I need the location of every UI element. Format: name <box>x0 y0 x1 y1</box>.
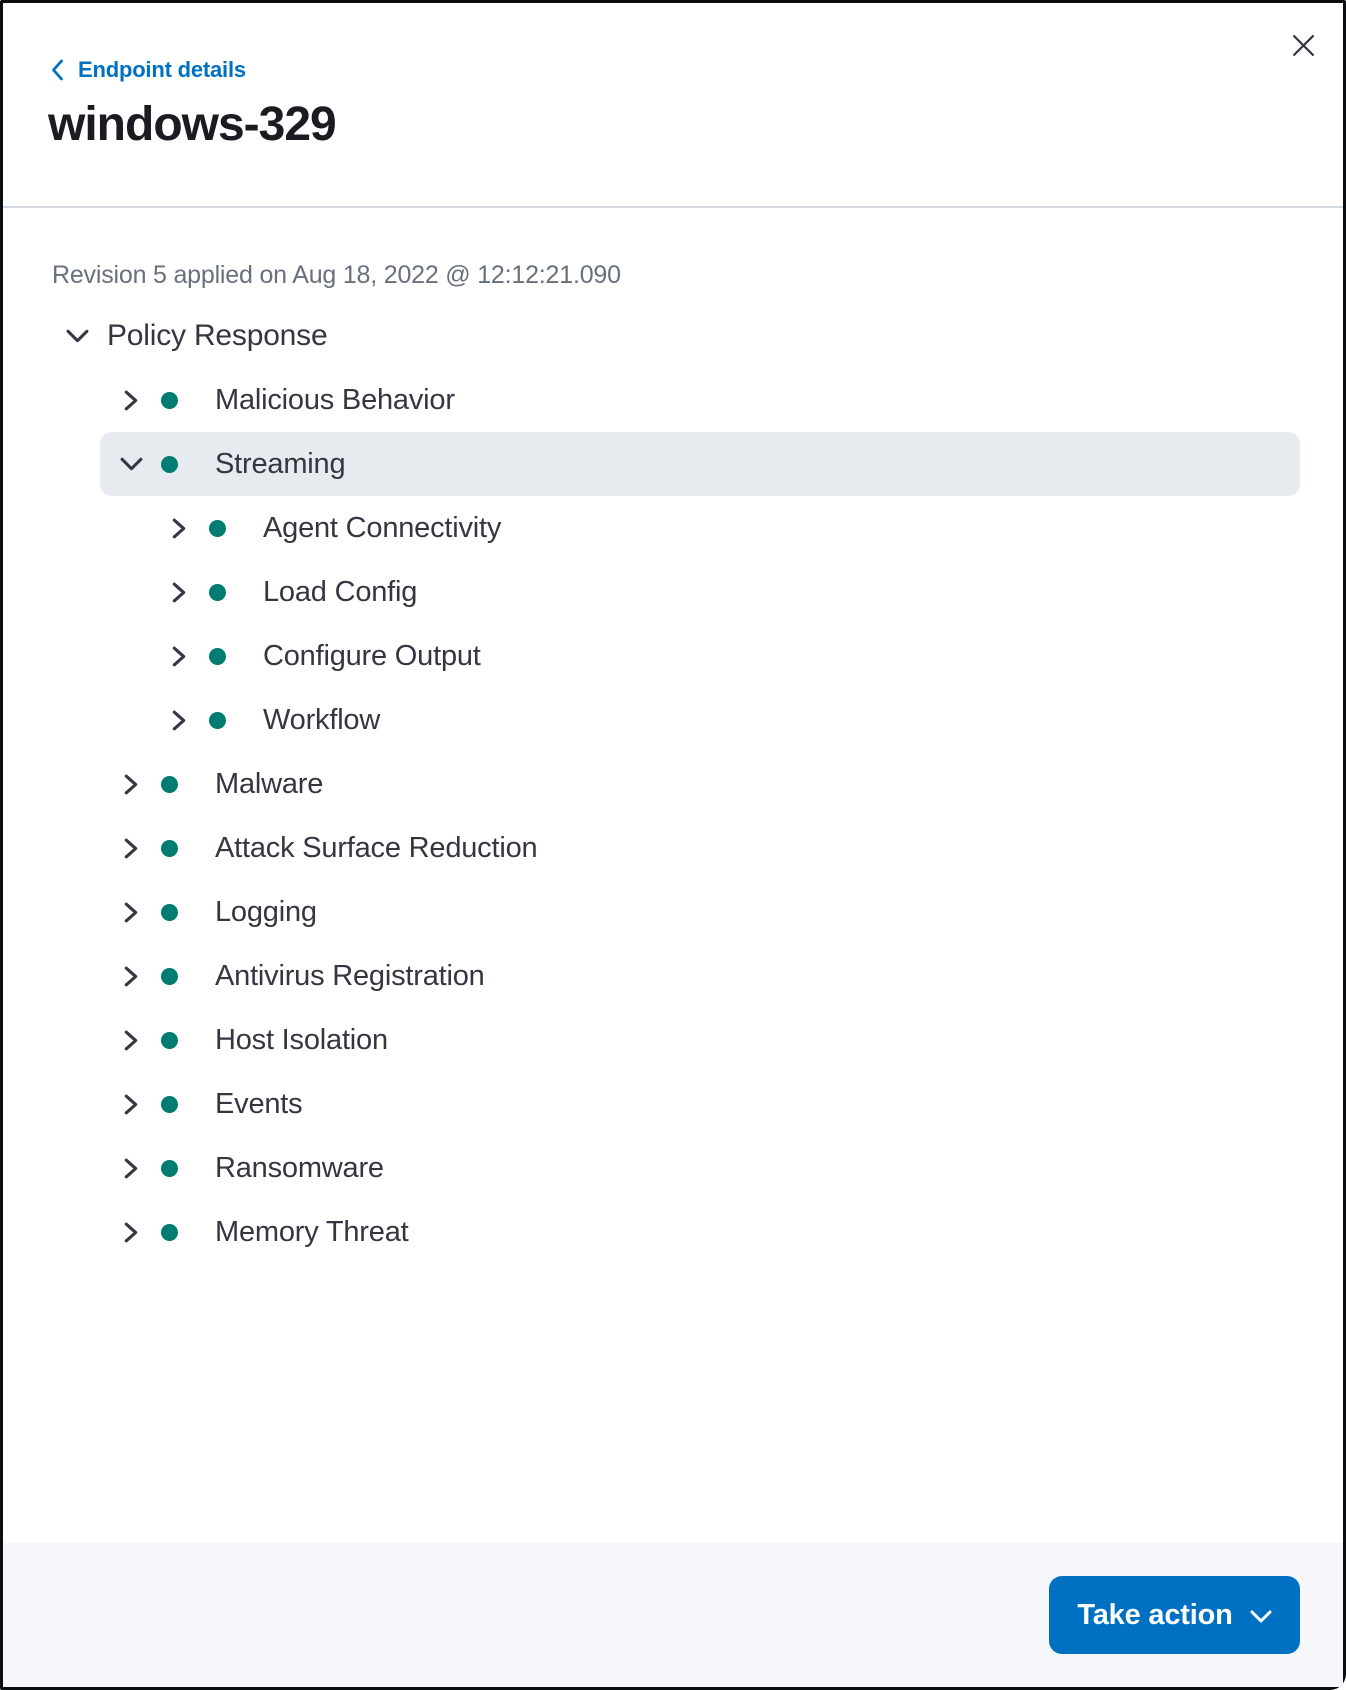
tree-item-label: Ransomware <box>215 1151 384 1184</box>
tree-item-label: Policy Response <box>107 319 328 352</box>
tree-item-label: Streaming <box>215 447 346 480</box>
tree-item-malicious-behavior[interactable] <box>3 368 1343 432</box>
chevron-right-icon[interactable] <box>118 387 144 413</box>
take-action-button[interactable] <box>1049 1576 1300 1654</box>
success-status-dot-icon <box>161 776 178 793</box>
success-status-dot-icon <box>209 584 226 601</box>
page-title: windows-329 <box>48 98 336 151</box>
tree-item-label: Events <box>215 1087 303 1120</box>
success-status-dot-icon <box>161 456 178 473</box>
tree-item-label: Host Isolation <box>215 1023 388 1056</box>
tree-item-label: Antivirus Registration <box>215 959 485 992</box>
success-status-dot-icon <box>161 968 178 985</box>
chevron-right-icon[interactable] <box>118 1219 144 1245</box>
tree-item-label: Attack Surface Reduction <box>215 831 538 864</box>
chevron-right-icon[interactable] <box>118 1091 144 1117</box>
tree-item-workflow[interactable] <box>3 688 1343 752</box>
policy-response-tree <box>3 304 1343 1264</box>
success-status-dot-icon <box>161 1032 178 1049</box>
tree-item-host-isolation[interactable] <box>3 1008 1343 1072</box>
success-status-dot-icon <box>161 1096 178 1113</box>
chevron-right-icon[interactable] <box>118 899 144 925</box>
success-status-dot-icon <box>161 840 178 857</box>
tree-item-malware[interactable] <box>3 752 1343 816</box>
chevron-right-icon[interactable] <box>118 771 144 797</box>
tree-item-label: Agent Connectivity <box>263 511 502 544</box>
tree-item-events[interactable] <box>3 1072 1343 1136</box>
success-status-dot-icon <box>161 392 178 409</box>
tree-item-antivirus-registration[interactable] <box>3 944 1343 1008</box>
chevron-right-icon[interactable] <box>166 643 192 669</box>
back-link-label: Endpoint details <box>78 57 246 82</box>
success-status-dot-icon <box>209 520 226 537</box>
tree-item-label: Malware <box>215 767 324 800</box>
chevron-right-icon[interactable] <box>118 963 144 989</box>
flyout-body <box>3 208 1343 1543</box>
chevron-right-icon[interactable] <box>118 1027 144 1053</box>
chevron-right-icon[interactable] <box>166 515 192 541</box>
tree-item-load-config[interactable] <box>3 560 1343 624</box>
tree-item-label: Configure Output <box>263 639 481 672</box>
close-icon[interactable] <box>1285 27 1321 63</box>
success-status-dot-icon <box>161 904 178 921</box>
chevron-down-icon <box>1250 1607 1272 1623</box>
tree-item-agent-connectivity[interactable] <box>3 496 1343 560</box>
tree-item-label: Logging <box>215 895 317 928</box>
chevron-left-icon <box>50 58 65 82</box>
take-action-label: Take action <box>1077 1598 1233 1631</box>
chevron-down-icon[interactable] <box>118 451 144 477</box>
chevron-right-icon[interactable] <box>166 579 192 605</box>
revision-status-text: Revision 5 applied on Aug 18, 2022 @ 12:12:21.090 <box>52 261 621 289</box>
success-status-dot-icon <box>209 648 226 665</box>
tree-item-label: Malicious Behavior <box>215 383 455 416</box>
chevron-down-icon[interactable] <box>64 323 90 349</box>
tree-item-ransomware[interactable] <box>3 1136 1343 1200</box>
chevron-right-icon[interactable] <box>118 1155 144 1181</box>
tree-item-memory-threat[interactable] <box>3 1200 1343 1264</box>
tree-item-label: Load Config <box>263 575 418 608</box>
chevron-right-icon[interactable] <box>166 707 192 733</box>
tree-item-attack-surface-reduction[interactable] <box>3 816 1343 880</box>
tree-item-logging[interactable] <box>3 880 1343 944</box>
back-to-endpoint-details-link[interactable] <box>50 57 246 83</box>
success-status-dot-icon <box>209 712 226 729</box>
tree-item-label: Workflow <box>263 703 381 736</box>
tree-item-configure-output[interactable] <box>3 624 1343 688</box>
success-status-dot-icon <box>161 1224 178 1241</box>
flyout-footer <box>3 1543 1343 1687</box>
success-status-dot-icon <box>161 1160 178 1177</box>
tree-item-label: Memory Threat <box>215 1215 409 1248</box>
tree-item-streaming[interactable] <box>100 432 1300 496</box>
chevron-right-icon[interactable] <box>118 835 144 861</box>
flyout-header <box>3 3 1343 153</box>
tree-item-policy-response[interactable] <box>3 304 1343 368</box>
